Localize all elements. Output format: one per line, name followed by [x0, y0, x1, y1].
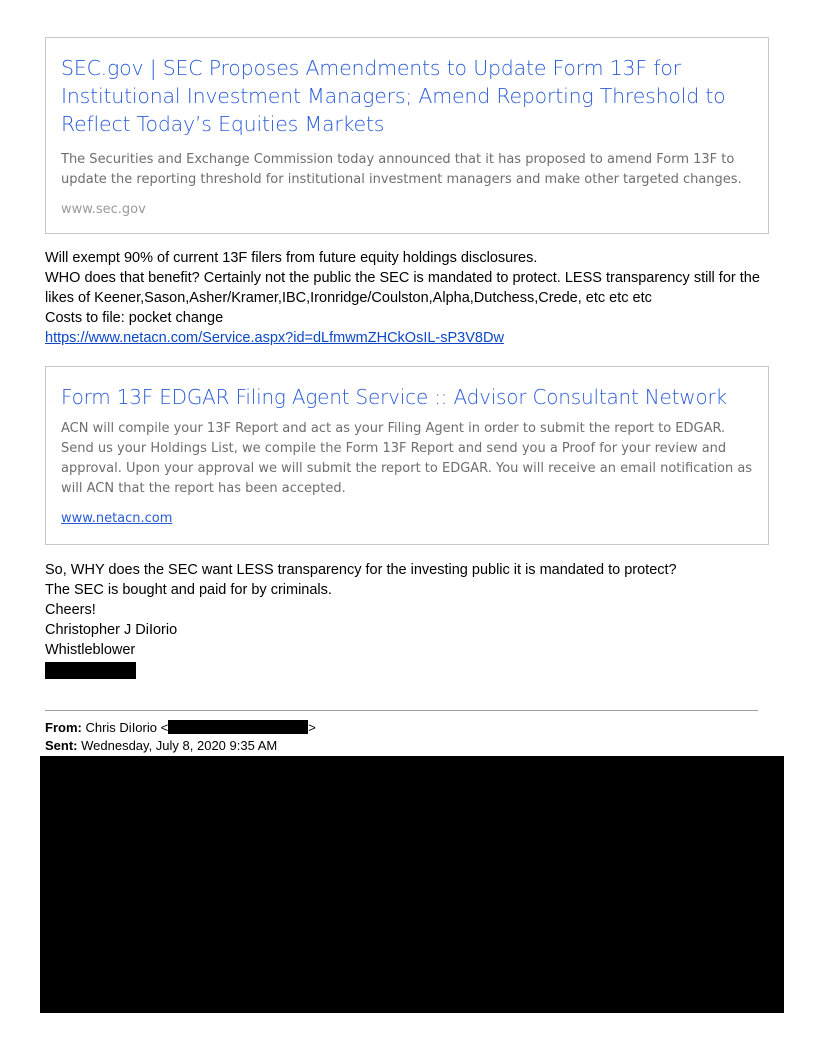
card-description: ACN will compile your 13F Report and act as your Filing Agent in order to submit the report to EDGAR. Send us your Holdings List, we compile the Form 13F Report and send you a Proof for your review and approval. Upon your approval we will submit the report to EDGAR. You will receive an email notification as will ACN that the report has been accepted. [61, 421, 753, 496]
body-line: WHO does that benefit? Certainly not the public the SEC is mandated to protect. LESS transparency still for the likes of Keener,Sason,Asher/Kramer,IBC,Ironridge/Coulston,Alpha,Dutchess,Crede, etc etc etc [45, 270, 760, 306]
email-divider [45, 710, 758, 711]
from-value: Chris DiIorio < [85, 720, 169, 735]
from-line [45, 719, 316, 736]
netacn-link[interactable]: https://www.netacn.com/Service.aspx?id=dLfmwmZHCkOsIL-sP3V8Dw [45, 330, 504, 346]
card-title[interactable]: Form 13F EDGAR Filing Agent Service :: Advisor Consultant Network [61, 385, 727, 409]
link-preview-card-netacn[interactable] [45, 366, 769, 545]
signature-name: Christopher J DiIorio [45, 622, 178, 638]
redaction-box [168, 720, 308, 734]
sent-line [45, 737, 277, 754]
card-domain-link[interactable]: www.netacn.com [61, 511, 173, 526]
redaction-block [40, 756, 784, 1013]
signature-title: Whistleblower [45, 642, 136, 658]
from-close: > [308, 720, 316, 735]
from-label: From: [45, 720, 82, 735]
card-title[interactable]: SEC.gov | SEC Proposes Amendments to Update Form 13F for Institutional Investment Managers; Amend Reporting Threshold to Reflect Today’s Equities Markets [61, 56, 726, 136]
redaction-box [45, 662, 136, 679]
link-preview-card-sec[interactable] [45, 37, 769, 234]
sent-label: Sent: [45, 738, 78, 753]
email-body-paragraph-1 [45, 248, 775, 348]
card-description: The Securities and Exchange Commission today announced that it has proposed to amend Form 13F to update the reporting threshold for institutional investment managers and make other targeted changes. [61, 152, 742, 187]
body-line: Will exempt 90% of current 13F filers from future equity holdings disclosures. [45, 250, 538, 266]
body-line: Costs to file: pocket change [45, 310, 224, 326]
body-line: The SEC is bought and paid for by criminals. [45, 582, 332, 598]
body-line: Cheers! [45, 602, 96, 618]
body-line: So, WHY does the SEC want LESS transparency for the investing public it is mandated to protect? [45, 562, 677, 578]
email-body-paragraph-2 [45, 560, 775, 660]
card-domain: www.sec.gov [61, 202, 146, 217]
sent-value: Wednesday, July 8, 2020 9:35 AM [81, 738, 278, 753]
